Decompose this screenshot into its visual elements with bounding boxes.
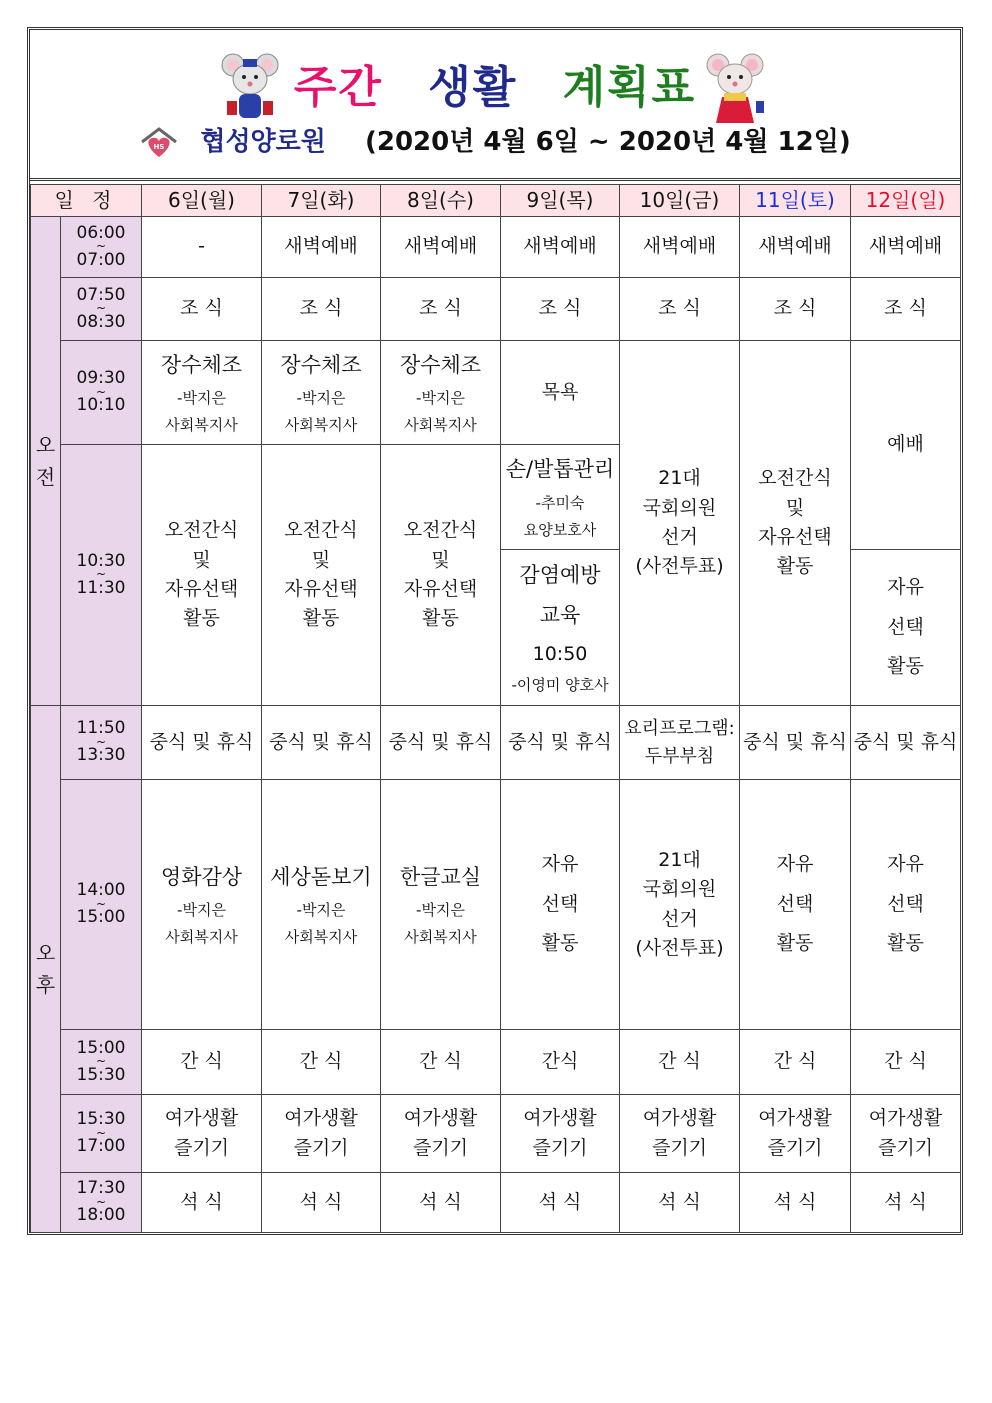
schedule-cell-free: 자유 선택 활동	[740, 780, 851, 1030]
schedule-cell: 중식 및 휴식	[262, 706, 381, 780]
day-header-thu: 9일(목)	[501, 185, 620, 217]
time-slot: 06:00 ~ 07:00	[61, 217, 142, 278]
schedule-cell: 새벽예배	[620, 217, 740, 278]
schedule-cell: 간 식	[740, 1030, 851, 1095]
period-am-label: 오 전	[35, 433, 56, 489]
schedule-cell: 영화감상 -박지은 사회복지사	[142, 780, 262, 1030]
page-title	[29, 51, 961, 115]
schedule-cell: 중식 및 휴식	[851, 706, 961, 780]
table-row	[31, 1173, 961, 1233]
schedule-cell: 여가생활 즐기기	[262, 1095, 381, 1173]
schedule-cell: 석 식	[142, 1173, 262, 1233]
schedule-cell: 한글교실 -박지은 사회복지사	[381, 780, 501, 1030]
schedule-cell-election: 21대 국회의원 선거 (사전투표)	[620, 341, 740, 706]
schedule-cell: 새벽예배	[851, 217, 961, 278]
schedule-cell: 새벽예배	[501, 217, 620, 278]
table-row	[31, 278, 961, 341]
schedule-cell: 장수체조 -박지은 사회복지사	[381, 341, 501, 445]
header-row	[31, 185, 961, 217]
schedule-cell-free: 자유 선택 활동	[851, 780, 961, 1030]
day-header-tue: 7일(화)	[262, 185, 381, 217]
schedule-cell: 조 식	[740, 278, 851, 341]
schedule-cell: 석 식	[851, 1173, 961, 1233]
schedule-cell-free: 자유 선택 활동	[501, 780, 620, 1030]
schedule-cell: 조 식	[501, 278, 620, 341]
weekly-schedule-table	[30, 184, 961, 1233]
heart-house-logo-icon	[139, 126, 179, 160]
day-header-mon: 6일(월)	[142, 185, 262, 217]
schedule-cell: 오전간식 및 자유선택 활동	[381, 445, 501, 706]
time-slot: 17:30 ~ 18:00	[61, 1173, 142, 1233]
schedule-cell: 석 식	[501, 1173, 620, 1233]
schedule-cell: 세상돋보기 -박지은 사회복지사	[262, 780, 381, 1030]
schedule-cell: 중식 및 휴식	[381, 706, 501, 780]
time-slot: 14:00 ~ 15:00	[61, 780, 142, 1030]
schedule-cell: 새벽예배	[262, 217, 381, 278]
schedule-cell: 오전간식 및 자유선택 활동	[142, 445, 262, 706]
schedule-cell: 목욕	[501, 341, 620, 445]
corner-header: 일 정	[31, 185, 142, 217]
schedule-cell-snack-free: 오전간식 및 자유선택 활동	[740, 341, 851, 706]
period-pm-label: 오 후	[35, 941, 56, 997]
schedule-cell: 간 식	[262, 1030, 381, 1095]
table-row	[31, 706, 961, 780]
schedule-cell: 조 식	[142, 278, 262, 341]
title-word-2: 생활	[428, 62, 518, 113]
schedule-cell: 간 식	[142, 1030, 262, 1095]
subtitle	[29, 121, 961, 160]
schedule-cell: 조 식	[851, 278, 961, 341]
schedule-cell: 여가생활 즐기기	[851, 1095, 961, 1173]
schedule-cell: 장수체조 -박지은 사회복지사	[142, 341, 262, 445]
table-row	[31, 1095, 961, 1173]
schedule-cell: 석 식	[620, 1173, 740, 1233]
date-range: (2020년 4월 6일 ~ 2020년 4월 12일)	[364, 127, 851, 157]
title-word-1: 주간	[293, 62, 383, 113]
schedule-cell-worship: 예배	[851, 341, 961, 550]
day-header-sun: 12일(일)	[851, 185, 961, 217]
time-slot: 15:00 ~ 15:30	[61, 1030, 142, 1095]
schedule-cell: 중식 및 휴식	[142, 706, 262, 780]
schedule-cell: 새벽예배	[381, 217, 501, 278]
schedule-cell: 석 식	[381, 1173, 501, 1233]
schedule-cell: 장수체조 -박지은 사회복지사	[262, 341, 381, 445]
schedule-cell: 간 식	[620, 1030, 740, 1095]
schedule-cell: 여가생활 즐기기	[620, 1095, 740, 1173]
schedule-cell: 여가생활 즐기기	[501, 1095, 620, 1173]
schedule-cell-cooking: 요리프로그램: 두부부침	[620, 706, 740, 780]
day-header-fri: 10일(금)	[620, 185, 740, 217]
logo-text: HS	[153, 142, 165, 151]
table-row	[31, 1030, 961, 1095]
schedule-cell: -	[142, 217, 262, 278]
time-slot: 09:30 ~ 10:10	[61, 341, 142, 445]
day-header-sat: 11일(토)	[740, 185, 851, 217]
schedule-cell: 중식 및 휴식	[501, 706, 620, 780]
time-slot: 07:50 ~ 08:30	[61, 278, 142, 341]
schedule-cell: 석 식	[740, 1173, 851, 1233]
schedule-cell: 오전간식 및 자유선택 활동	[262, 445, 381, 706]
schedule-cell: 석 식	[262, 1173, 381, 1233]
schedule-cell-nail: 손/발톱관리 -추미숙 요양보호사	[501, 445, 620, 550]
title-word-3: 계획표	[562, 62, 697, 113]
schedule-cell: 조 식	[620, 278, 740, 341]
time-slot: 11:50 ~ 13:30	[61, 706, 142, 780]
day-header-wed: 8일(수)	[381, 185, 501, 217]
schedule-cell-election: 21대 국회의원 선거 (사전투표)	[620, 780, 740, 1030]
schedule-cell: 여가생활 즐기기	[740, 1095, 851, 1173]
schedule-cell: 새벽예배	[740, 217, 851, 278]
schedule-cell: 조 식	[262, 278, 381, 341]
schedule-cell: 여가생활 즐기기	[142, 1095, 262, 1173]
org-name: 협성양로원	[200, 127, 326, 157]
table-row	[31, 217, 961, 278]
time-slot: 15:30 ~ 17:00	[61, 1095, 142, 1173]
schedule-cell: 여가생활 즐기기	[381, 1095, 501, 1173]
schedule-cell: 간 식	[851, 1030, 961, 1095]
schedule-cell: 간 식	[381, 1030, 501, 1095]
schedule-cell-infection: 감염예방 교육 10:50 -이영미 양호사	[501, 550, 620, 706]
period-pm	[31, 706, 61, 1233]
table-row	[31, 780, 961, 1030]
period-am	[31, 217, 61, 706]
header	[29, 29, 961, 181]
schedule-cell: 중식 및 휴식	[740, 706, 851, 780]
table-row	[31, 341, 961, 445]
schedule-cell: 간식	[501, 1030, 620, 1095]
time-slot: 10:30 ~ 11:30	[61, 445, 142, 706]
schedule-cell-free: 자유 선택 활동	[851, 550, 961, 706]
schedule-cell: 조 식	[381, 278, 501, 341]
